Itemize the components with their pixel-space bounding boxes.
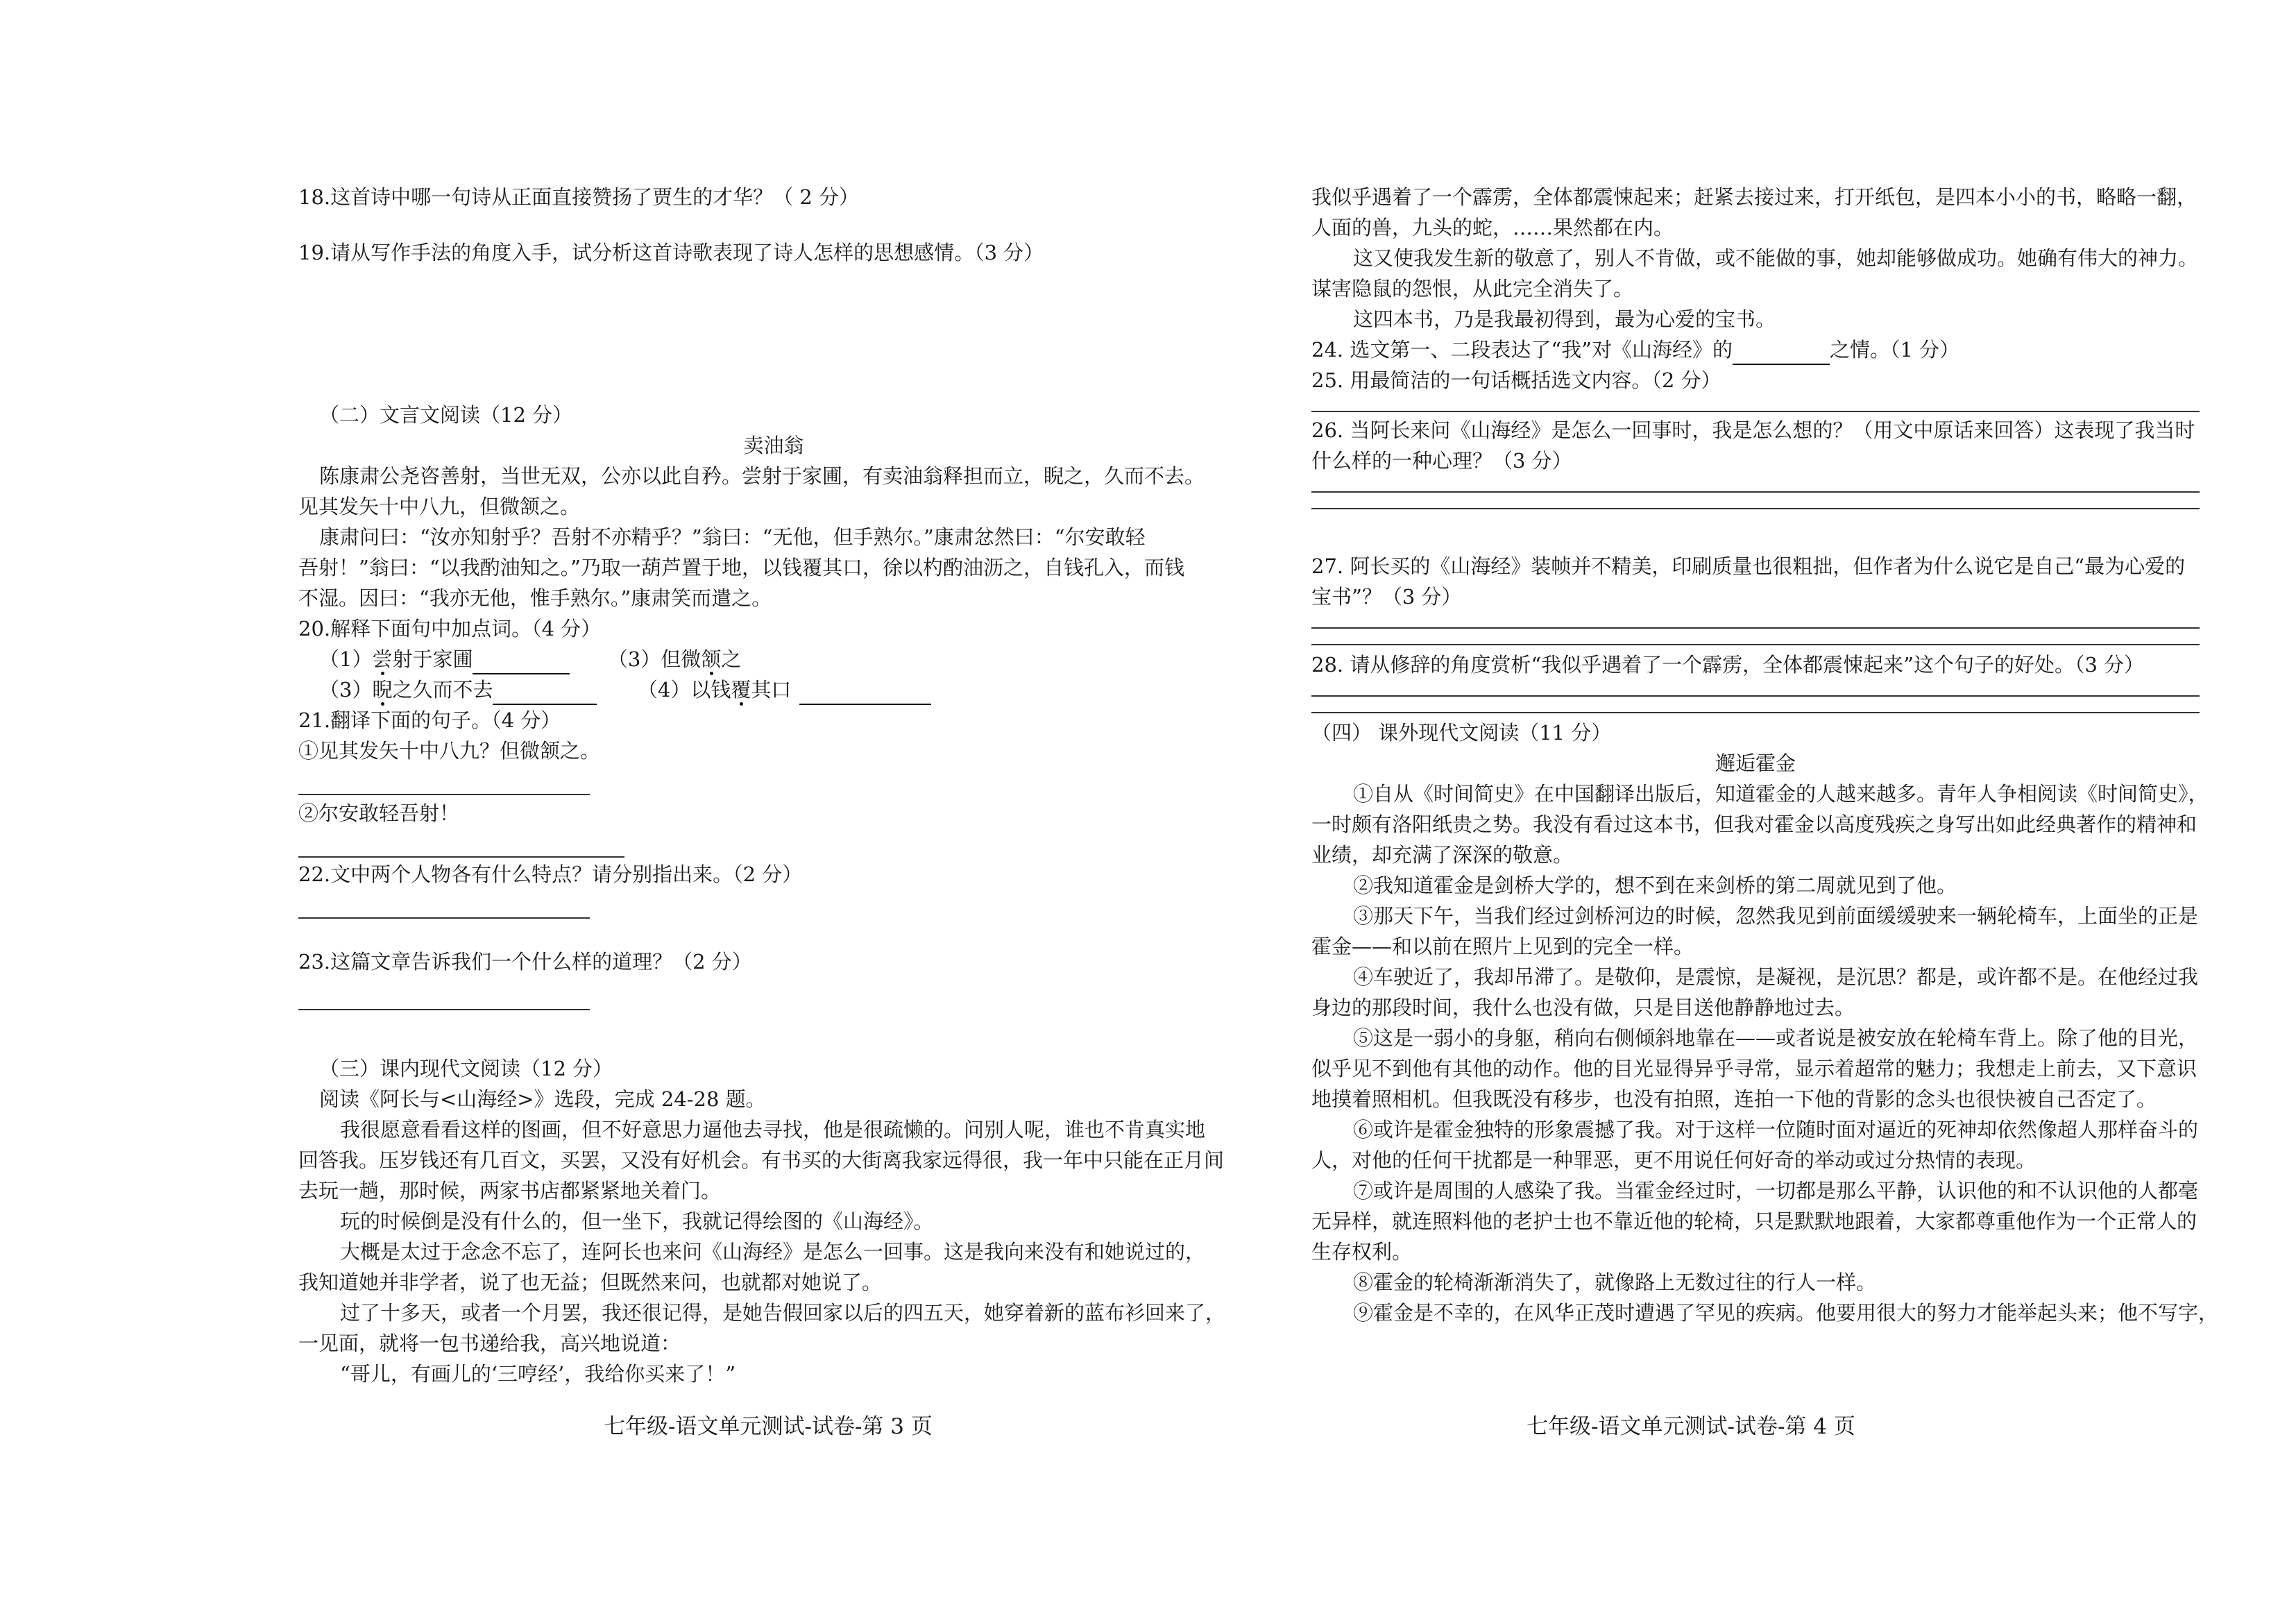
- essay-line: ②我知道霍金是剑桥大学的，想不到在来剑桥的第二周就见到了他。: [1353, 874, 1957, 897]
- essay-line: ④车驶近了，我却吊滞了。是敬仰，是震惊，是凝视，是沉思？都是，或许都不是。在他经过我: [1353, 965, 2199, 989]
- essay-line: ⑦或许是周围的人感染了我。当霍金经过时，一切都是那么平静，认识他的和不认识他的人都毫: [1353, 1179, 2199, 1203]
- essay-body: [1311, 779, 2219, 1328]
- classical-text-line: 见其发矢十中八九，但微颔之。: [298, 495, 581, 518]
- q20-row-2: （3）睨之久而不去 （4）以钱覆其口: [298, 674, 1249, 705]
- dotted-word: 尝: [372, 647, 393, 671]
- essay-line: 地摸着照相机。但我既没有移步，也没有拍照，连拍一下他的背影的念头也很快被自己否定了。: [1311, 1087, 2157, 1111]
- question-24: 24. 选文第一、二段表达了“我”对《山海经》的 之情。（1 分）: [1311, 334, 2200, 365]
- reading-line: 玩的时候倒是没有什么的，但一坐下，我就记得绘图的《山海经》。: [340, 1209, 934, 1233]
- essay-line: 一时颇有洛阳纸贵之势。我没有看过这本书，但我对霍金以高度残疾之身写出如此经典著作的精神和: [1311, 813, 2197, 836]
- answer-line[interactable]: [298, 766, 590, 795]
- answer-line[interactable]: [298, 829, 624, 858]
- question-27-cont: 宝书”？（3 分）: [1311, 585, 1462, 609]
- question-18: 18.这首诗中哪一句诗从正面直接赞扬了贾生的才华？（ 2 分）: [298, 185, 860, 209]
- right-page: [1311, 182, 2219, 1328]
- reading-line: 我知道她并非学者，说了也无益；但既然来问，也就都对她说了。: [298, 1271, 883, 1294]
- classical-text-line: 康肃问曰：“汝亦知射乎？吾射不亦精乎？”翁曰：“无他，但手熟尔。”康肃忿然曰：“尔安敢轻: [319, 525, 1146, 549]
- reading-line: 谋害隐鼠的怨恨，从此完全消失了。: [1311, 277, 1634, 300]
- question-26: 26. 当阿长来问《山海经》是怎么一回事时，我是怎么想的？（用文中原话来回答）这表现了我当时: [1311, 418, 2195, 442]
- question-20: 20.解释下面句中加点词。（4 分）: [298, 617, 602, 640]
- question-19: 19.请从写作手法的角度入手，试分析这首诗歌表现了诗人怎样的思想感情。（3 分）: [298, 241, 1044, 264]
- essay-line: ⑤这是一弱小的身躯，稍向右侧倾斜地靠在——或者说是被安放在轮椅车背上。除了他的目光，: [1353, 1026, 2199, 1050]
- page-footer: 七年级-语文单元测试-试卷-第 4 页: [1527, 1414, 1855, 1439]
- answer-blank[interactable]: [473, 649, 570, 674]
- question-23: 23.这篇文章告诉我们一个什么样的道理？（2 分）: [298, 950, 752, 974]
- answer-line[interactable]: [1311, 680, 2200, 697]
- page-footer: 七年级-语文单元测试-试卷-第 3 页: [604, 1414, 933, 1439]
- essay-line: 人，对他的任何干扰都是一种罪恶，更不用说任何好奇的举动或过分热情的表现。: [1311, 1148, 2036, 1172]
- answer-line[interactable]: [1311, 629, 2200, 645]
- answer-blank[interactable]: [1733, 340, 1830, 365]
- answer-line[interactable]: [1311, 396, 2200, 412]
- answer-line[interactable]: [1311, 493, 2200, 509]
- essay-line: ⑥或许是霍金独特的形象震撼了我。对于这样一位随时面对逼近的死神却依然像超人那样奋斗的: [1353, 1118, 2199, 1141]
- classical-text-line: 陈康肃公尧咨善射，当世无双，公亦以此自矜。尝射于家圃，有卖油翁释担而立，睨之，久而不去。: [319, 464, 1205, 488]
- question-28: 28. 请从修辞的角度赏析“我似乎遇着了一个霹雳，全体都震悚起来”这个句子的好处。（3 分）: [1311, 653, 2145, 677]
- essay-line: 生存权利。: [1311, 1240, 1413, 1264]
- question-22: 22.文中两个人物各有什么特点？请分别指出来。（2 分）: [298, 863, 803, 886]
- classical-text-line: 不湿。因曰：“我亦无他，惟手熟尔。”康肃笑而遣之。: [298, 586, 772, 610]
- essay-line: 霍金——和以前在照片上见到的完全一样。: [1311, 935, 1694, 958]
- reading-line: 去玩一趟，那时候，两家书店都紧紧地关着门。: [298, 1179, 722, 1203]
- reading-line: 人面的兽，九头的蛇，……果然都在内。: [1311, 216, 1674, 239]
- essay-line: ③那天下午，当我们经过剑桥河边的时候，忽然我见到前面缓缓驶来一辆轮椅车，上面坐的正是: [1353, 904, 2199, 928]
- essay-line: 无异样，就连照料他的老护士也不靠近他的轮椅，只是默默地跟着，大家都尊重他作为一个正常人的: [1311, 1209, 2197, 1233]
- essay-line: ⑧霍金的轮椅渐渐消失了，就像路上无数过往的行人一样。: [1353, 1271, 1877, 1294]
- classical-text-line: 吾射！”翁曰：“以我酌油知之。”乃取一葫芦置于地，以钱覆其口，徐以杓酌油沥之，自钱孔入，而钱: [298, 556, 1184, 579]
- essay-line: ①自从《时间简史》在中国翻译出版后，知道霍金的人越来越多。青年人争相阅读《时间简史》，: [1353, 782, 2209, 806]
- answer-blank[interactable]: [799, 680, 931, 705]
- q21-item-1: ①见其发矢十中八九？但微颔之。: [298, 739, 601, 763]
- section-4-heading: （四） 课外现代文阅读（11 分）: [1311, 721, 1612, 745]
- answer-line[interactable]: [298, 977, 590, 1010]
- reading-line: 一见面，就将一包书递给我，高兴地说道：: [298, 1332, 681, 1355]
- section-3-intro: 阅读《阿长与<山海经>》选段，完成 24-28 题。: [319, 1087, 766, 1111]
- essay-title: 邂逅霍金: [1715, 751, 1796, 775]
- answer-line[interactable]: [1311, 612, 2200, 629]
- section-3-heading: （三）课内现代文阅读（12 分）: [319, 1057, 613, 1080]
- essay-line: ⑨霍金是不幸的，在风华正茂时遭遇了罕见的疾病。他要用很大的努力才能举起头来；他不写字，: [1353, 1301, 2219, 1325]
- dotted-word: 睨: [372, 678, 393, 702]
- answer-line[interactable]: [1311, 476, 2200, 493]
- section-2-heading: （二）文言文阅读（12 分）: [319, 403, 573, 427]
- essay-line: 似乎见不到他有其他的动作。他的目光显得异乎寻常，显示着超常的魅力；我想走上前去，又下意识: [1311, 1057, 2197, 1080]
- reading-line: 这四本书，乃是我最初得到，最为心爱的宝书。: [1353, 307, 1776, 331]
- question-21: 21.翻译下面的句子。（4 分）: [298, 708, 561, 732]
- q20-row-1: （1）尝射于家圃 （3）但微颔之: [298, 644, 1249, 674]
- reading-line: 过了十多天，或者一个月罢，我还很记得，是她告假回家以后的四五天，她穿着新的蓝布衫回来了，: [340, 1301, 1226, 1325]
- reading-line: 我很愿意看看这样的图画，但不好意思力逼他去寻找，他是很疏懒的。问别人呢，谁也不肯真实地: [340, 1118, 1206, 1141]
- dotted-word: 覆: [731, 678, 751, 702]
- reading-line: 回答我。压岁钱还有几百文，买罢，又没有好机会。有书买的大街离我家远得很，我一年中只能在正月间: [298, 1148, 1225, 1172]
- dotted-word: 颔: [701, 647, 722, 671]
- answer-line[interactable]: [298, 890, 590, 919]
- question-25: 25. 用最简洁的一句话概括选文内容。（2 分）: [1311, 368, 1721, 392]
- essay-line: 身边的那段时间，我什么也没有做，只是目送他静静地过去。: [1311, 996, 1855, 1019]
- q21-item-2: ②尔安敢轻吾射！: [298, 801, 460, 825]
- classical-text-title: 卖油翁: [743, 434, 804, 457]
- reading-line: 我似乎遇着了一个霹雳，全体都震悚起来；赶紧去接过来，打开纸包，是四本小小的书，略略一翻，: [1311, 185, 2197, 209]
- answer-blank[interactable]: [493, 680, 597, 705]
- reading-line: 大概是太过于念念不忘了，连阿长也来问《山海经》是怎么一回事。这是我向来没有和她说过的，: [340, 1240, 1206, 1264]
- question-27: 27. 阿长买的《山海经》装帧并不精美，印刷质量也很粗拙，但作者为什么说它是自己“最为心爱的: [1311, 554, 2186, 578]
- essay-line: 业绩，却充满了深深的敬意。: [1311, 843, 1574, 867]
- answer-line[interactable]: [1311, 697, 2200, 713]
- question-26-cont: 什么样的一种心理？（3 分）: [1311, 449, 1572, 473]
- reading-line: “哥儿，有画儿的‘三哼经’，我给你买来了！”: [340, 1362, 736, 1386]
- left-page: [298, 182, 1249, 1389]
- reading-line: 这又使我发生新的敬意了，别人不肯做，或不能做的事，她却能够做成功。她确有伟大的神力。: [1353, 246, 2199, 270]
